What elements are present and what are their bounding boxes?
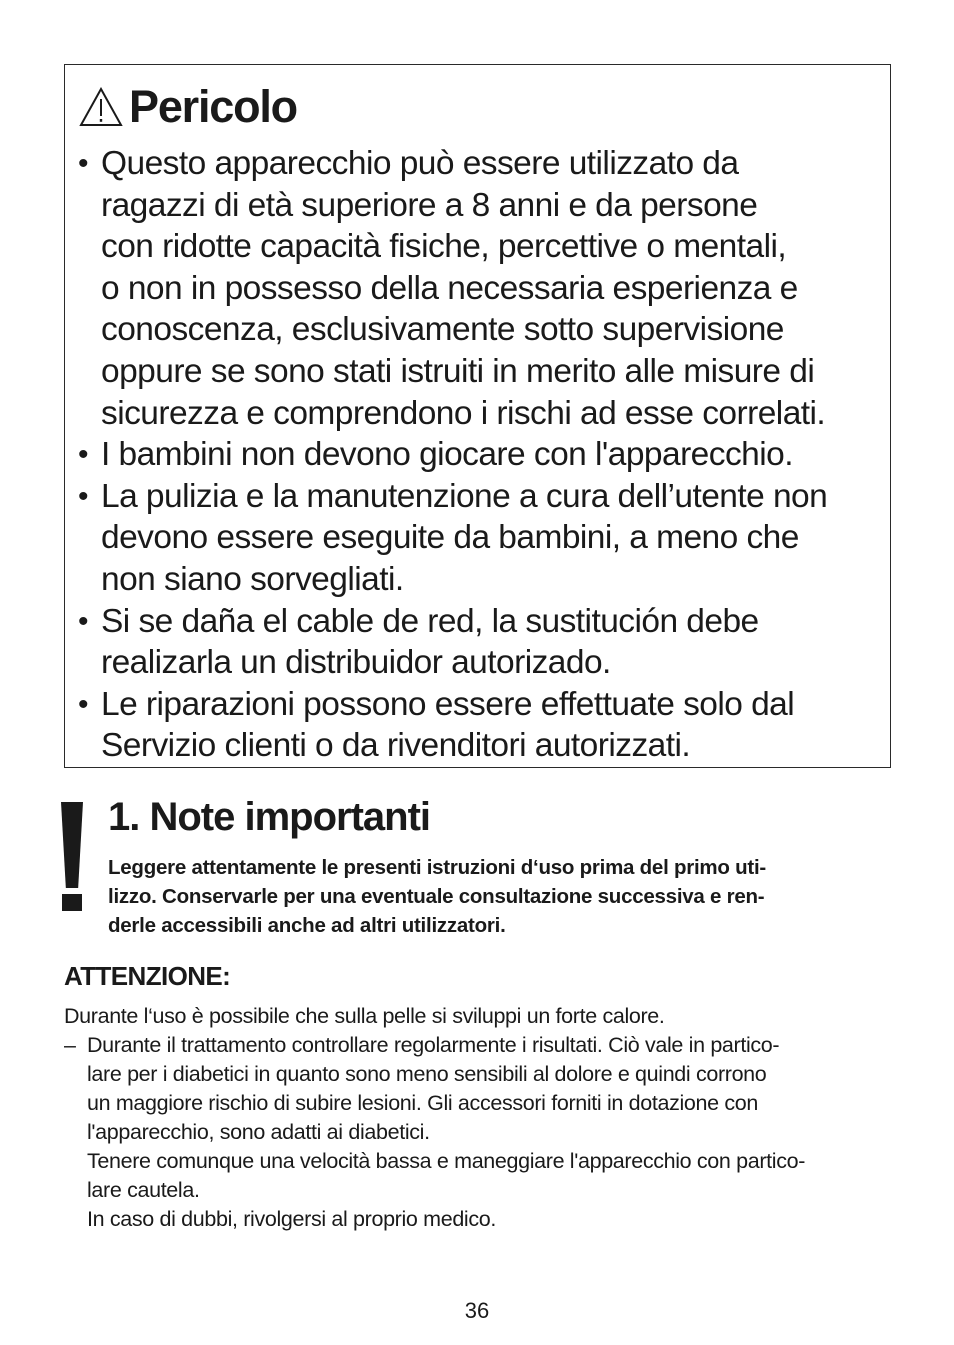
section-title: 1. Note importanti [108,795,431,839]
notes-intro: Leggere attentamente le presenti istruzioni d‘uso prima del primo uti- lizzo. Conservarle per una eventuale consultazione successiva e ren- derle accessibili anche ad altri utilizzatori. [108,856,766,937]
bullet: • [78,687,88,721]
danger-item-text: I bambini non devono giocare con l'apparecchio. [101,436,793,474]
danger-item [77,684,887,767]
danger-item [77,601,887,684]
attention-title: ATTENZIONE: [64,961,231,991]
danger-item [77,434,887,476]
bullet: • [78,604,88,638]
exclamation-bar [61,802,83,888]
danger-item-text: La pulizia e la manutenzione a cura dell’utente non devono essere eseguite da bambini, a meno che non siano sorvegliati. [101,477,828,598]
bullet: • [78,147,88,180]
attention-intro: Durante l‘uso è possibile che sulla pelle si sviluppi un forte calore. [64,1004,665,1028]
bullet: • [78,479,88,513]
danger-item [77,476,887,601]
bullet: • [78,438,88,472]
danger-item-text: Le riparazioni possono essere effettuate solo dal Servizio clienti o da rivenditori autorizzati. [101,685,795,765]
danger-box [64,64,891,768]
exclamation-mark-icon [59,802,85,912]
dash-marker: – [64,1033,76,1057]
attention-list-item [64,1031,894,1234]
danger-item [77,143,887,434]
warning-triangle-icon [79,87,123,127]
attention-item-text: Durante il trattamento controllare regolarmente i risultati. Ciò vale in partico- lare per i diabetici in quanto sono meno sensibili al dolore e quindi corrono un maggiore rischio di subire lesioni. Gli accessori forniti in dotazione con l'apparecchio, sono adatti ai diabetici. Tenere comunque una velocità bassa e maneggiare l'apparecchio con partico- lare cautela. In caso di dubbi, rivolgersi al proprio medico. [87,1033,806,1231]
page-number: 36 [464,1298,490,1323]
danger-title: Pericolo [129,81,297,132]
danger-list [77,143,887,767]
danger-heading [79,79,297,135]
danger-item-text: Questo apparecchio può essere utilizzato da ragazzi di età superiore a 8 anni e da persone con ridotte capacità fisiche, percettive o mentali, o non in possesso della necessaria esperienza e conoscenza, esclusivamente sotto supervisione oppure se sono stati istruiti in merito alle misure di sicurezza e comprendono i rischi ad esse correlati. [101,145,826,432]
danger-item-text: Si se daña el cable de red, la sustitución debe realizarla un distribuidor autorizado. [101,602,759,682]
exclamation-dot [62,894,82,911]
